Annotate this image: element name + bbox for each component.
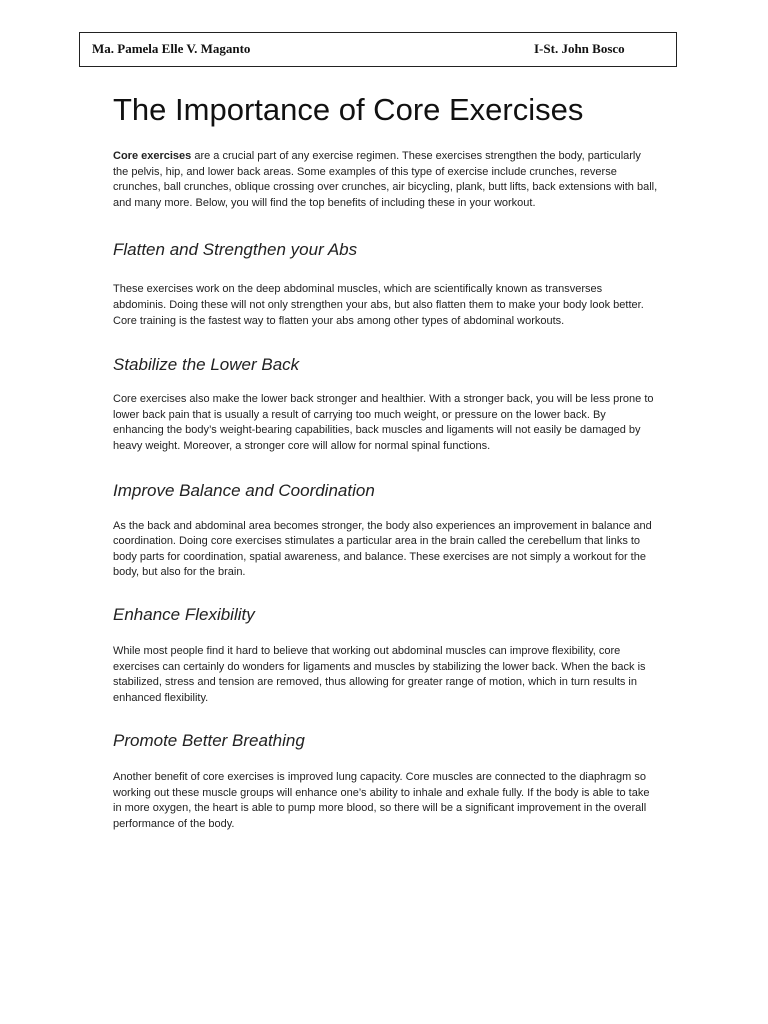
intro-paragraph <box>113 149 658 211</box>
intro-term: Core exercises <box>113 150 192 162</box>
section-body-abs: These exercises work on the deep abdominal muscles, which are scientifically known as transverses abdominis. Doing these will not only strengthen your abs, but also flatten them to make your body look better. Core training is the fastest way to flatten your abs among other types of abdominal workouts. <box>113 283 644 327</box>
section-heading-lower-back: Stabilize the Lower Back <box>113 355 300 375</box>
document-body <box>113 88 658 833</box>
section-body-balance: As the back and abdominal area becomes stronger, the body also experiences an improvement in balance and coordination. Doing core exercises stimulates a particular area in the brain called the cerebellum that links to body parts for coordination, spatial awareness, and balance. These exercises are not simply a workout for the body, but also for the brain. <box>113 519 652 579</box>
intro-text: are a crucial part of any exercise regimen. These exercises strengthen the body, particularly the pelvis, hip, and lower back areas. Some examples of this type of exercise include crunches, reverse crunches, ball crunches, oblique crossing over crunches, air bicycling, plank, butt lifts, back extensions with ball, and many more. Below, you will find the top benefits of including these in your workout. <box>113 150 658 209</box>
section-body-breathing: Another benefit of core exercises is improved lung capacity. Core muscles are connected to the diaphragm so working out these muscle groups will enhance one’s ability to inhale and exhale fully. If the body is able to take in more oxygen, the heart is able to pump more blood, so there will be a significant improvement in the overall performance of the body. <box>113 771 650 831</box>
section-body-lower-back: Core exercises also make the lower back stronger and healthier. With a stronger back, you will be less prone to lower back pain that is usually a result of carrying too much weight, or pressure on the lower back. By enhancing the body’s weight-bearing capabilities, back muscles and ligaments will not easily be damaged by heavy weight. Moreover, a stronger core will allow for normal spinal functions. <box>113 393 654 452</box>
class-section: I-St. John Bosco <box>534 41 625 56</box>
header-box <box>79 32 677 67</box>
section-heading-flexibility: Enhance Flexibility <box>113 604 255 624</box>
section-body-flexibility: While most people find it hard to believe that working out abdominal muscles can improve flexibility, core exercises can certainly do wonders for ligaments and muscles by stabilizing the lower back. When the back is stabilized, stress and tension are removed, thus allowing for greater range of motion, which in turn results in enhanced flexibility. <box>113 644 646 704</box>
document-title: The Importance of Core Exercises <box>113 92 584 127</box>
section-heading-abs: Flatten and Strengthen your Abs <box>113 240 358 260</box>
section-heading-balance: Improve Balance and Coordination <box>113 480 375 500</box>
section-heading-breathing: Promote Better Breathing <box>113 731 305 751</box>
student-name: Ma. Pamela Elle V. Maganto <box>92 41 251 56</box>
